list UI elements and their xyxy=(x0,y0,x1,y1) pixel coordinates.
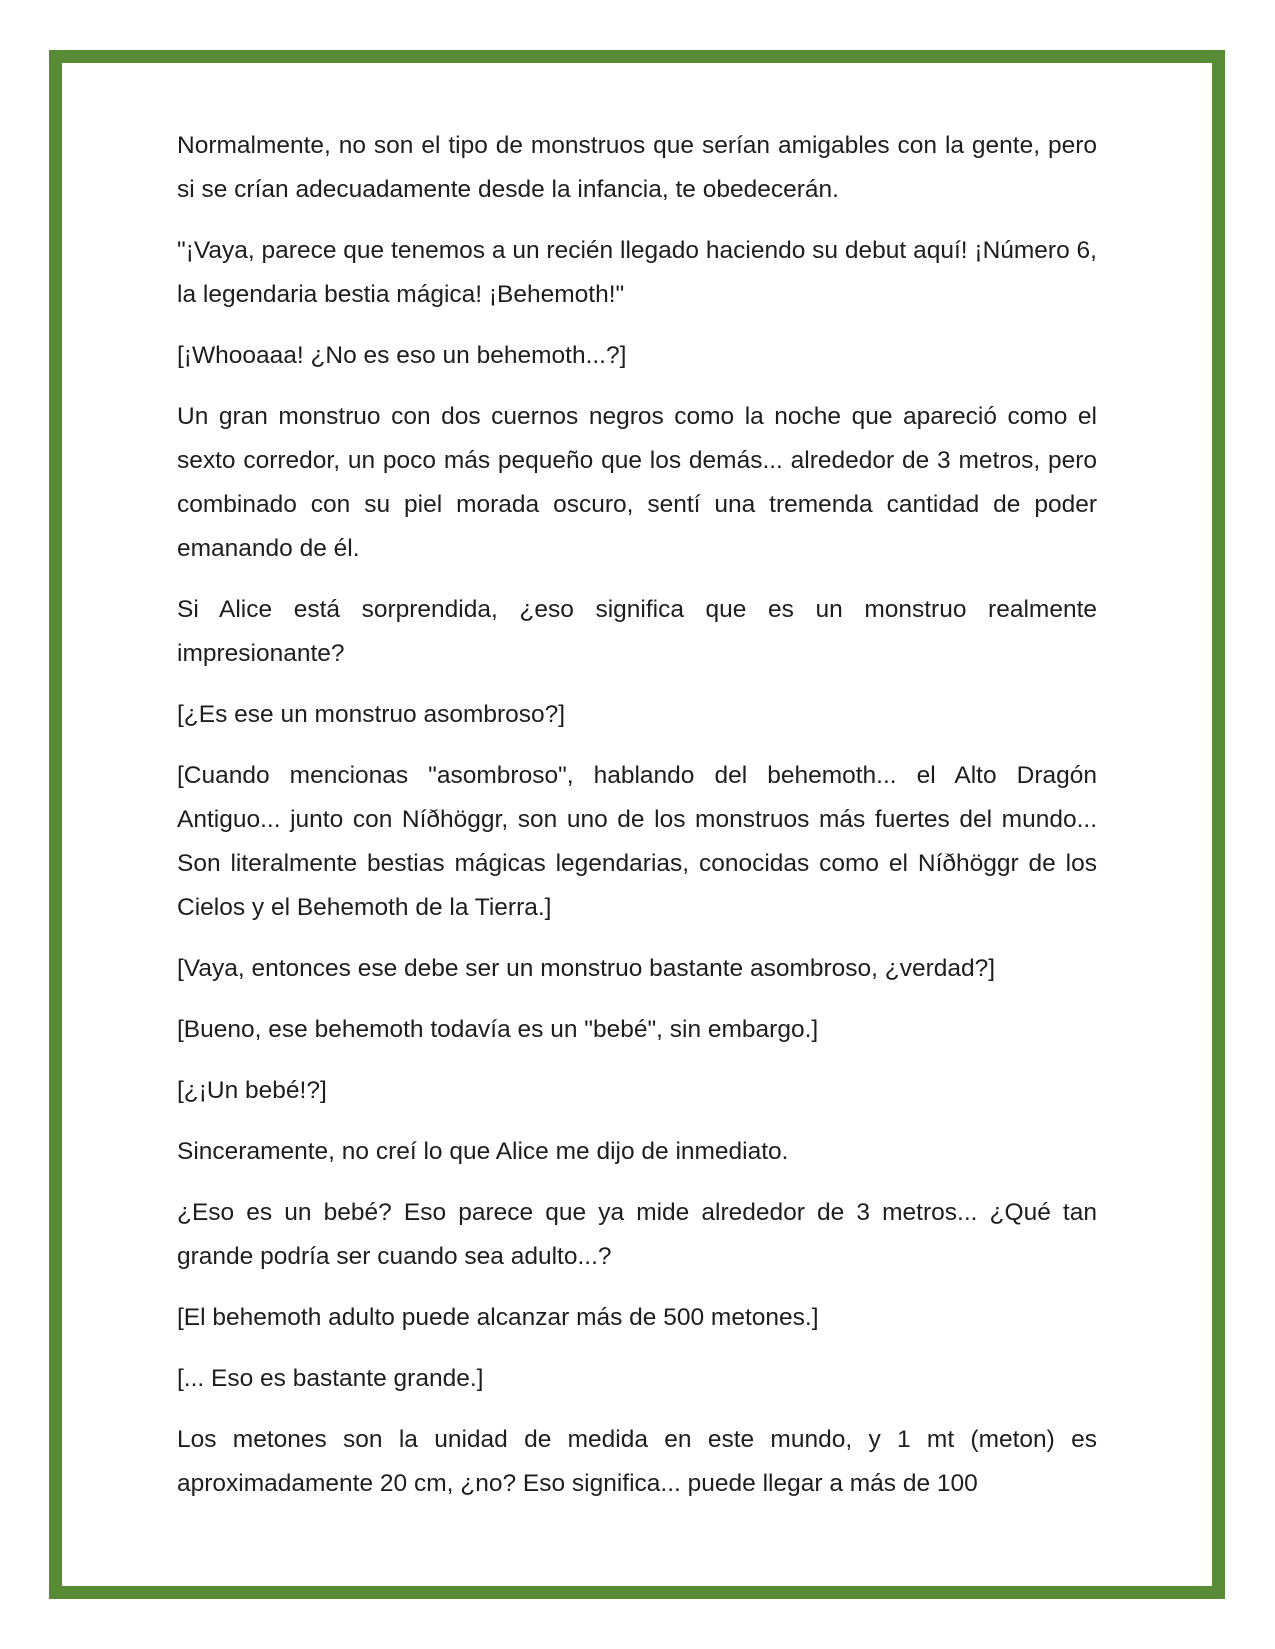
page-content xyxy=(62,63,1212,1506)
paragraph: "¡Vaya, parece que tenemos a un recién llegado haciendo su debut aquí! ¡Número 6, la legendaria bestia mágica! ¡Behemoth!" xyxy=(177,237,1097,308)
paragraph: [Vaya, entonces ese debe ser un monstruo bastante asombroso, ¿verdad?] xyxy=(177,955,996,982)
paragraph: [¡Whooaaa! ¿No es eso un behemoth...?] xyxy=(177,342,627,369)
paragraph: Un gran monstruo con dos cuernos negros como la noche que apareció como el sexto corredor, un poco más pequeño que los demás... alrededor de 3 metros, pero combinado con su piel morada oscuro, sentí una tremenda cantidad de poder emanando de él. xyxy=(177,403,1097,562)
paragraph: Sinceramente, no creí lo que Alice me dijo de inmediato. xyxy=(177,1138,789,1165)
paragraph: [Cuando mencionas "asombroso", hablando del behemoth... el Alto Dragón Antiguo... junto con Níðhöggr, son uno de los monstruos más fuertes del mundo... Son literalmente bestias mágicas legendarias, conocidas como el Níðhöggr de los Cielos y el Behemoth de la Tierra.] xyxy=(177,762,1097,921)
paragraph: Si Alice está sorprendida, ¿eso significa que es un monstruo realmente impresionante? xyxy=(177,596,1097,667)
paragraph: [¿Es ese un monstruo asombroso?] xyxy=(177,701,566,728)
paragraph: [Bueno, ese behemoth todavía es un "bebé", sin embargo.] xyxy=(177,1016,819,1043)
paragraph: Los metones son la unidad de medida en este mundo, y 1 mt (meton) es aproximadamente 20 cm, ¿no? Eso significa... puede llegar a más de 100 xyxy=(177,1426,1097,1497)
paragraph: ¿Eso es un bebé? Eso parece que ya mide alrededor de 3 metros... ¿Qué tan grande podría ser cuando sea adulto...? xyxy=(177,1199,1097,1270)
page-border-frame xyxy=(49,50,1225,1599)
paragraph: [... Eso es bastante grande.] xyxy=(177,1365,484,1392)
paragraph: [El behemoth adulto puede alcanzar más de 500 metones.] xyxy=(177,1304,819,1331)
paragraph: [¿¡Un bebé!?] xyxy=(177,1077,327,1104)
paragraph: Normalmente, no son el tipo de monstruos que serían amigables con la gente, pero si se crían adecuadamente desde la infancia, te obedecerán. xyxy=(177,132,1097,203)
